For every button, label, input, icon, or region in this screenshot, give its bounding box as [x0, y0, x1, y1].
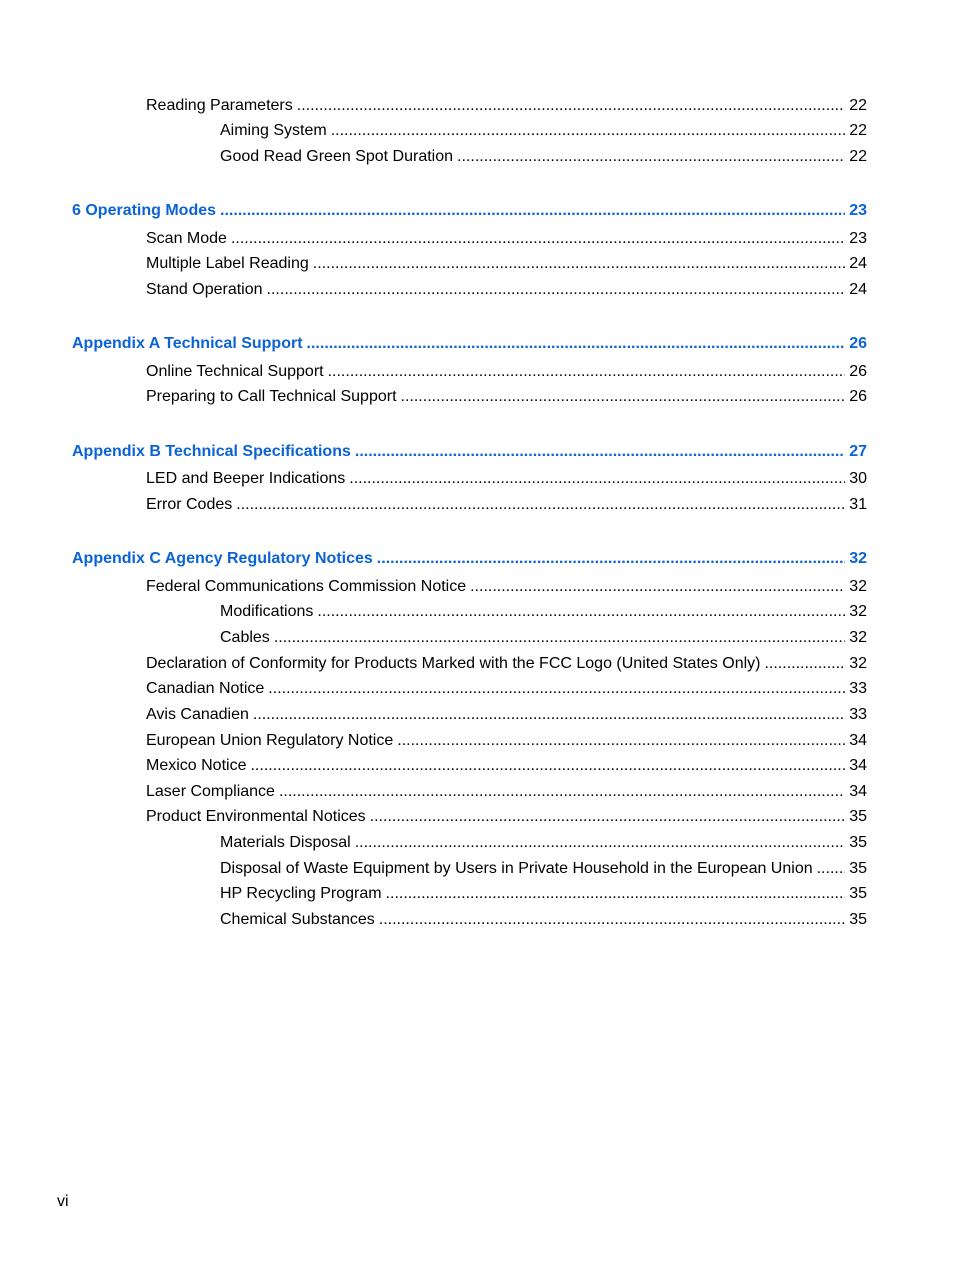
- toc-entry-title: Disposal of Waste Equipment by Users in Private Household in the European Union: [220, 860, 813, 877]
- toc-entry-page: 32: [849, 629, 867, 646]
- toc-entry-page: 34: [849, 783, 867, 800]
- toc-leader-dots: [317, 601, 845, 623]
- toc-leader-dots: [386, 883, 846, 905]
- toc-leader-dots: [377, 548, 845, 570]
- toc-leader-dots: [457, 146, 845, 168]
- toc-chapter-page: 23: [849, 202, 867, 219]
- toc-entry-laser-compliance[interactable]: [146, 781, 867, 803]
- toc-leader-dots: [268, 678, 845, 700]
- toc-entry-materials-disposal[interactable]: [220, 832, 867, 854]
- toc-leader-dots: [764, 653, 845, 675]
- toc-entry-page: 24: [849, 281, 867, 298]
- toc-entry-scan-mode[interactable]: [146, 228, 867, 250]
- toc-leader-dots: [397, 730, 845, 752]
- toc-entry-page: 35: [849, 834, 867, 851]
- toc-entry-title: Stand Operation: [146, 281, 263, 298]
- toc-entry-modifications[interactable]: [220, 601, 867, 623]
- toc-chapter-title: Appendix C Agency Regulatory Notices: [72, 550, 373, 567]
- toc-entry-page: 30: [849, 470, 867, 487]
- toc-entry-page: 23: [849, 230, 867, 247]
- toc-entry-led-and-beeper[interactable]: [146, 468, 867, 490]
- toc-entry-title: Preparing to Call Technical Support: [146, 388, 397, 405]
- toc-leader-dots: [355, 441, 845, 463]
- toc-entry-cables[interactable]: [220, 627, 867, 649]
- toc-leader-dots: [379, 909, 845, 931]
- toc-entry-fcc-notice[interactable]: [146, 576, 867, 598]
- toc-leader-dots: [355, 832, 845, 854]
- toc-entry-product-environmental-notices[interactable]: [146, 806, 867, 828]
- toc-entry-page: 24: [849, 255, 867, 272]
- footer-page-number: vi: [57, 1193, 69, 1210]
- toc-entry-multiple-label-reading[interactable]: [146, 253, 867, 275]
- toc-entry-avis-canadien[interactable]: [146, 704, 867, 726]
- toc-entry-page: 26: [849, 388, 867, 405]
- toc-entry-aiming-system[interactable]: [220, 120, 867, 142]
- toc-leader-dots: [267, 279, 846, 301]
- toc-entry-title: Declaration of Conformity for Products Marked with the FCC Logo (United States Only): [146, 655, 761, 672]
- toc-entry-page: 32: [849, 578, 867, 595]
- toc-entry-title: Materials Disposal: [220, 834, 351, 851]
- toc-entry-error-codes[interactable]: [146, 494, 867, 516]
- toc-entry-page: 22: [849, 122, 867, 139]
- toc-chapter-page: 27: [849, 443, 867, 460]
- toc-entry-online-technical-support[interactable]: [146, 361, 867, 383]
- toc-entry-page: 33: [849, 706, 867, 723]
- toc-leader-dots: [279, 781, 845, 803]
- toc-entry-hp-recycling-program[interactable]: [220, 883, 867, 905]
- toc-entry-title: Laser Compliance: [146, 783, 275, 800]
- toc-entry-title: Cables: [220, 629, 270, 646]
- toc-entry-title: Good Read Green Spot Duration: [220, 148, 454, 165]
- toc-chapter-page: 32: [849, 550, 867, 567]
- toc-entry-page: 26: [849, 363, 867, 380]
- toc-entry-page: 32: [849, 603, 867, 620]
- toc-entry-page: 34: [849, 757, 867, 774]
- toc-entry-stand-operation[interactable]: [146, 279, 867, 301]
- toc-leader-dots: [313, 253, 845, 275]
- toc-chapter-page: 26: [849, 335, 867, 352]
- toc-chapter-operating-modes[interactable]: [72, 200, 867, 222]
- toc-leader-dots: [250, 755, 845, 777]
- toc-leader-dots: [349, 468, 845, 490]
- toc-entry-title: HP Recycling Program: [220, 885, 382, 902]
- toc-entry-page: 35: [849, 808, 867, 825]
- toc-entry-title: Canadian Notice: [146, 680, 265, 697]
- toc-entry-mexico-notice[interactable]: [146, 755, 867, 777]
- toc-entry-eu-regulatory-notice[interactable]: [146, 730, 867, 752]
- toc-entry-title: LED and Beeper Indications: [146, 470, 346, 487]
- toc-entry-title: Mexico Notice: [146, 757, 247, 774]
- toc-leader-dots: [401, 386, 846, 408]
- toc-entry-title: Modifications: [220, 603, 314, 620]
- toc-entry-title: Error Codes: [146, 496, 233, 513]
- toc-entry-title: Aiming System: [220, 122, 327, 139]
- toc-leader-dots: [817, 858, 846, 880]
- toc-leader-dots: [297, 95, 845, 117]
- toc-entry-page: 35: [849, 911, 867, 928]
- toc-entry-chemical-substances[interactable]: [220, 909, 867, 931]
- toc-entry-canadian-notice[interactable]: [146, 678, 867, 700]
- toc-leader-dots: [274, 627, 845, 649]
- toc-entry-reading-parameters[interactable]: [146, 95, 867, 117]
- toc-entry-page: 22: [849, 148, 867, 165]
- toc-leader-dots: [253, 704, 845, 726]
- toc-entry-good-read-green-spot-duration[interactable]: [220, 146, 867, 168]
- toc-chapter-title: Appendix A Technical Support: [72, 335, 303, 352]
- toc-entry-title: Product Environmental Notices: [146, 808, 366, 825]
- toc-leader-dots: [220, 200, 845, 222]
- toc-entry-title: Scan Mode: [146, 230, 227, 247]
- toc-entry-page: 31: [849, 496, 867, 513]
- toc-leader-dots: [470, 576, 845, 598]
- toc-entry-title: Multiple Label Reading: [146, 255, 309, 272]
- toc-leader-dots: [236, 494, 845, 516]
- toc-leader-dots: [328, 361, 846, 383]
- toc-chapter-appendix-a[interactable]: [72, 333, 867, 355]
- toc-entry-title: Federal Communications Commission Notice: [146, 578, 467, 595]
- toc-entry-disposal-of-waste-equipment[interactable]: [220, 858, 867, 880]
- toc-entry-title: Chemical Substances: [220, 911, 375, 928]
- toc-leader-dots: [307, 333, 846, 355]
- toc-leader-dots: [231, 228, 845, 250]
- toc-entry-page: 34: [849, 732, 867, 749]
- toc-entry-title: European Union Regulatory Notice: [146, 732, 394, 749]
- toc-leader-dots: [370, 806, 846, 828]
- toc-leader-dots: [331, 120, 846, 142]
- toc-chapter-title: Appendix B Technical Specifications: [72, 443, 351, 460]
- toc-entry-page: 32: [849, 655, 867, 672]
- toc-entry-title: Online Technical Support: [146, 363, 324, 380]
- toc-chapter-title: 6 Operating Modes: [72, 202, 217, 219]
- toc-entry-page: 35: [849, 860, 867, 877]
- toc-entry-page: 22: [849, 97, 867, 114]
- toc-entry-page: 33: [849, 680, 867, 697]
- toc-chapter-appendix-b[interactable]: [72, 441, 867, 463]
- toc-entry-declaration-of-conformity[interactable]: [146, 653, 867, 675]
- toc-entry-preparing-to-call[interactable]: [146, 386, 867, 408]
- toc-entry-page: 35: [849, 885, 867, 902]
- toc-chapter-appendix-c[interactable]: [72, 548, 867, 570]
- toc-entry-title: Reading Parameters: [146, 97, 293, 114]
- toc-entry-title: Avis Canadien: [146, 706, 249, 723]
